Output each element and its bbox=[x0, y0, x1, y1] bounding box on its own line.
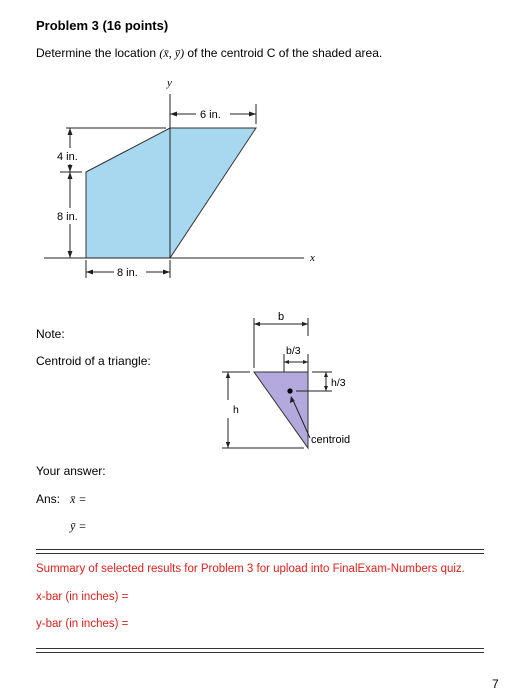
dim-left-arrow-bottom bbox=[68, 251, 73, 258]
centroid-triangle bbox=[254, 372, 308, 448]
shaded-area-figure bbox=[0, 0, 514, 300]
your-answer-label: Your answer: bbox=[36, 464, 106, 478]
dim-left-arrow-mid-down bbox=[68, 172, 73, 179]
y-axis-label: y bbox=[167, 77, 172, 89]
dim-left-arrow-top bbox=[68, 128, 73, 135]
dim-b3-arrow-left bbox=[284, 360, 289, 364]
page-number: 7 bbox=[492, 677, 499, 691]
double-rule-top bbox=[36, 549, 484, 554]
dim-b3-arrow-right bbox=[303, 360, 308, 364]
dim-b-label: b bbox=[278, 311, 285, 323]
dim-left-arrow-mid-up bbox=[68, 165, 73, 172]
dim-b3-label: b/3 bbox=[286, 345, 301, 357]
shaded-area bbox=[86, 128, 256, 258]
dim-h-label: h bbox=[233, 404, 239, 416]
summary-text: Summary of selected results for Problem 3 for upload into FinalExam-Numbers quiz. bbox=[36, 563, 465, 575]
ans-label: Ans: bbox=[36, 492, 61, 506]
summary-ybar: y-bar (in inches) = bbox=[36, 618, 129, 630]
dim-h3-arrow-top bbox=[324, 372, 328, 377]
ans-xbar-label: x̄ = bbox=[70, 492, 87, 506]
dim-b-arrow-left bbox=[254, 322, 260, 326]
dim-h3-arrow-bottom bbox=[324, 386, 328, 391]
centroid-triangle-label: Centroid of a triangle: bbox=[36, 354, 151, 368]
dim-h-arrow-top bbox=[226, 372, 230, 378]
question-prefix: Determine the location bbox=[36, 46, 157, 60]
dim-8in-horizontal-label: 8 in. bbox=[117, 267, 138, 279]
dim-h-arrow-bottom bbox=[226, 442, 230, 448]
question-suffix: of the centroid C of the shaded area. bbox=[187, 46, 383, 60]
dim-bottom-arrow-right bbox=[163, 270, 170, 275]
dim-b-arrow-right bbox=[302, 322, 308, 326]
dim-6in-arrow-right bbox=[249, 112, 256, 117]
dim-4in-label: 4 in. bbox=[57, 151, 78, 163]
double-rule-bottom bbox=[36, 648, 484, 653]
note-label: Note: bbox=[36, 327, 65, 341]
question-vars: (x̄, ȳ) bbox=[159, 46, 185, 60]
dim-8in-vertical-label: 8 in. bbox=[57, 211, 78, 223]
dim-bottom-arrow-left bbox=[86, 270, 93, 275]
x-axis-label: x bbox=[310, 252, 315, 264]
triangle-centroid-figure bbox=[0, 300, 514, 460]
dim-h3-label: h/3 bbox=[331, 377, 346, 389]
problem-title: Problem 3 (16 points) bbox=[36, 18, 169, 33]
dim-6in-arrow-left bbox=[170, 112, 177, 117]
summary-xbar: x-bar (in inches) = bbox=[36, 591, 129, 603]
dim-6in-label: 6 in. bbox=[200, 109, 221, 121]
centroid-dot bbox=[287, 388, 292, 393]
ans-ybar-label: ȳ = bbox=[70, 519, 87, 533]
centroid-label: centroid bbox=[311, 434, 351, 446]
